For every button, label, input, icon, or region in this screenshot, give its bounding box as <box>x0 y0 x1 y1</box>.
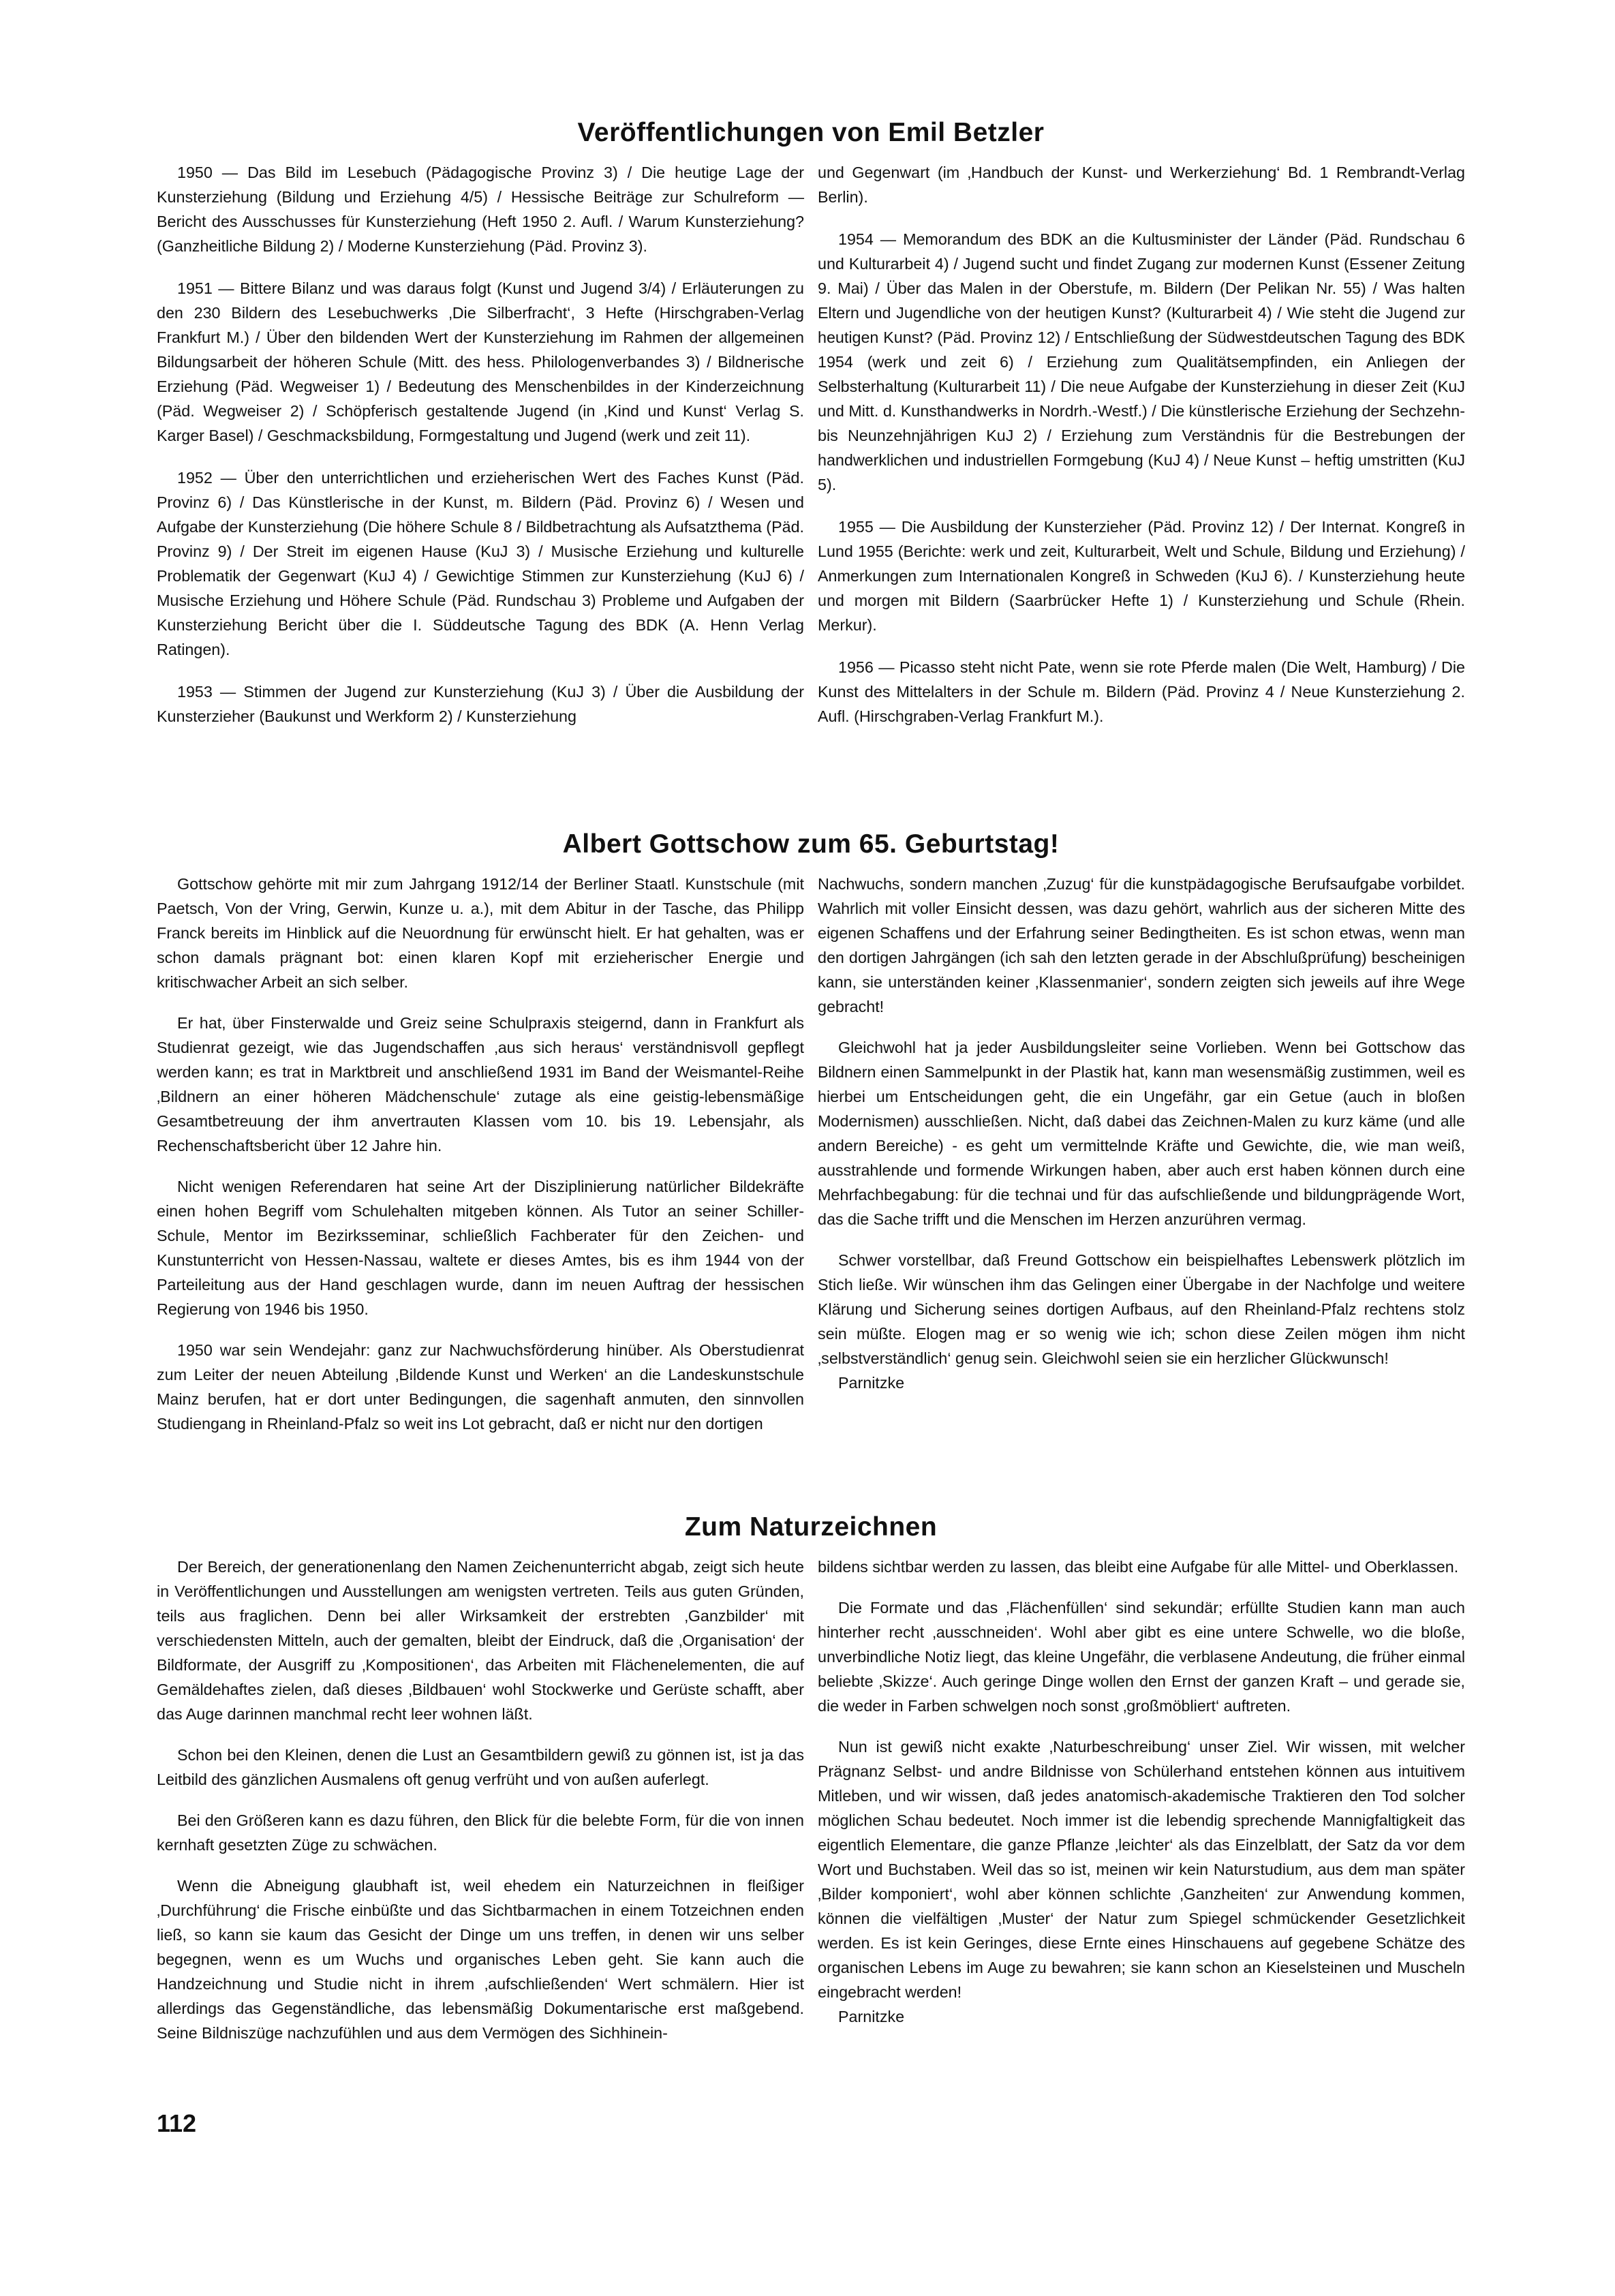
publications-entry-1953-continued: und Gegenwart (im ‚Handbuch der Kunst- und Werkerziehung‘ Bd. 1 Rembrandt-Verlag Berlin). <box>818 163 1465 206</box>
naturzeichnen-paragraph: bildens sichtbar werden zu lassen, das bleibt eine Aufgabe für alle Mittel- und Oberklassen. <box>818 1557 1459 1576</box>
gottschow-column-right <box>818 872 1465 1452</box>
publications-entry-1952: 1952 — Über den unterrichtlichen und erzieherischen Wert des Faches Kunst (Päd. Provinz 6) / Das Künstlerische in der Kunst, m. Bildern (Päd. Provinz 6) / Wesen und Aufgabe der Kunsterziehung (Die höhere Schule 8 / Bildbetrachtung als Aufsatzthema (Päd. Provinz 9) / Der Streit im eigenen Hause (KuJ 3) / Musische Erziehung und kulturelle Problematik der Gegenwart (KuJ 4) / Gewichtige Stimmen zur Kunsterziehung (KuJ 6) / Musische Erziehung und Höhere Schule (Päd. Rundschau 3) Probleme und Aufgaben der Kunsterziehung Bericht über die I. Süddeutsche Tagung des BDK (A. Henn Verlag Ratingen). <box>157 468 804 658</box>
gottschow-paragraph: Schwer vorstellbar, daß Freund Gottschow ein beispielhaftes Lebenswerk plötzlich im Stich ließe. Wir wünschen ihm das Gelingen einer Übergabe in der Nachfolge und weitere Klärung und Sicherung seines dortigen Aufbaus, auf den Rheinland-Pfalz rechtens stolz sein müßte. Elogen mag er so wenig wie ich; schon diese Zeilen mögen ihm nicht ‚selbstverständlich‘ genug sein. Gleichwohl seien sie ein herzlicher Glückwunsch! <box>818 1251 1465 1367</box>
naturzeichnen-paragraph: Wenn die Abneigung glaubhaft ist, weil ehedem ein Naturzeichnen in fleißiger ‚Durchführung‘ die Frische einbüßte und das Sichtbarmachen in einem Totzeichnen enden ließ, so kann sie kaum das Gesicht der Dinge um uns treffen, in denen wir uns selber begegnen, wenn es um Wuchs und organisches Leben geht. Sie kann auch die Handzeichnung und Studie nicht in ihrem ‚aufschließenden‘ Wert schmälern. Hier ist allerdings das Gegenständliche, das lebensmäßig Dokumentarische erst maßgebend. Seine Bildniszüge nachzufühlen und aus dem Vermögen des Sichhinein- <box>157 1876 804 2042</box>
publications-entry-1953: 1953 — Stimmen der Jugend zur Kunsterziehung (KuJ 3) / Über die Ausbildung der Kunsterzieher (Baukunst und Werkform 2) / Kunsterziehung <box>157 682 804 725</box>
naturzeichnen-column-left <box>157 1555 804 2062</box>
gottschow-heading: Albert Gottschow zum 65. Geburtstag! <box>562 829 1060 859</box>
naturzeichnen-paragraph: Die Formate und das ‚Flächenfüllen‘ sind sekundär; erfüllte Studien kann man auch hinterher recht ‚ausschneiden‘. Wohl aber gibt es eine untere Schwelle, wo die bloße, unverbindliche Notiz liegt, das kleine Ungefähr, die verblasene Andeutung, die früher einmal beliebte ‚Skizze‘. Auch geringe Dinge wollen den Ernst der ganzen Kraft – und gerade sie, die weder in Farben schwelgen noch sonst ‚großmöbliert‘ auftreten. <box>818 1598 1465 1715</box>
naturzeichnen-paragraph: Nun ist gewiß nicht exakte ‚Naturbeschreibung‘ unser Ziel. Wir wissen, mit welcher Prägnanz Selbst- und andre Bildnisse von Schülerhand entstehen können aus intuitivem Mitleben, und wir wissen, daß jedes anatomisch-akademische Traktieren den Tod solcher möglichen Schau bedeutet. Noch immer ist die lebendig sprechende Mannigfaltigkeit das eigentlich Elementare, die ganze Pflanze ‚leichter‘ als das Einzelblatt, der Satz da vor dem Wort und Buchstaben. Weil das so ist, meinen wir kein Naturstudium, aus dem man später ‚Bilder komponiert‘, wohl aber können schlichte ‚Ganzheiten‘ zur Anwendung kommen, können die vielfältigen ‚Muster‘ der Natur zum Spiegel schmückender Gesetzlichkeit werden. Es ist kein Geringes, diese Ernte eines Hinschauens auf gegebene Schätze des organischen Lebens im Auge zu bewahren; sie kann schon an Kieselsteinen und Muscheln eingebracht werden! <box>818 1737 1465 2001</box>
publications-entry-1950: 1950 — Das Bild im Lesebuch (Pädagogische Provinz 3) / Die heutige Lage der Kunsterziehung (Bildung und Erziehung 4/5) / Hessische Beiträge zur Schulreform — Bericht des Ausschusses für Kunsterziehung (Heft 1950 2. Aufl. / Warum Kunsterziehung? (Ganzheitliche Bildung 2) / Moderne Kunsterziehung (Päd. Provinz 3). <box>157 163 804 255</box>
gottschow-paragraph: Gottschow gehörte mit mir zum Jahrgang 1912/14 der Berliner Staatl. Kunstschule (mit Paetsch, Von der Vring, Gerwin, Kunze u. a.), mit dem Abitur in der Tasche, das Philipp Franck bereits im Hinblick auf die Neuordnung für erwünscht hielt. Er hat gehalten, was er schon damals prägnant bot: einen klaren Kopf mit erzieherischer Energie und kritischwacher Arbeit an sich selber. <box>157 874 804 991</box>
gottschow-paragraph: Er hat, über Finsterwalde und Greiz seine Schulpraxis steigernd, dann in Frankfurt als Studienrat gezeigt, wie das Jugendschaffen ‚aus sich heraus‘ verständnisvoll gepflegt werden kann; es trat in Marktbreit und anschließend 1931 im Band der Weismantel-Reihe ‚Bildnern an einer höheren Mädchenschule‘ zutage als eine geistig-lebensmäßige Gesamtbetreuung der ihm anvertrauten Klassen vom 10. bis 19. Lebensjahr, als Rechenschaftsbericht über 12 Jahre hin. <box>157 1013 804 1154</box>
section-gottschow <box>157 830 1465 1452</box>
page <box>157 109 1465 2263</box>
naturzeichnen-paragraph: Schon bei den Kleinen, denen die Lust an Gesamtbildern gewiß zu gönnen ist, ist ja das Leitbild des gänzlichen Ausmalens oft genug verfrüht und von außen auferlegt. <box>157 1745 804 1788</box>
naturzeichnen-signature: Parnitzke <box>838 2007 905 2025</box>
gottschow-paragraph: Nicht wenigen Referendaren hat seine Art der Disziplinierung natürlicher Bildekräfte einen hohen Begriff vom Schulehalten mitgeben können. Als Tutor an seiner Schiller-Schule, Mentor im Bezirksseminar, schließlich Fachberater für den Zeichen- und Kunstunterricht von Hessen-Nassau, waltete er dieses Amtes, bis es ihm 1944 von der Parteileitung aus der Hand geschlagen wurde, dann im neuen Auftrag der hessischen Regierung von 1946 bis 1950. <box>157 1177 804 1318</box>
naturzeichnen-columns <box>157 1555 1465 2062</box>
gottschow-paragraph: Gleichwohl hat ja jeder Ausbildungsleiter seine Vorlieben. Wenn bei Gottschow das Bildnern einen Sammelpunkt in der Plastik hat, kann man wesensmäßig zustimmen, weil es hierbei um Entscheidungen geht, die ein Ungefähr, gar ein Getue (auch in bloßen Modernismen) ausschließen. Nicht, daß dabei das Zeichnen-Malen zu kurz käme (und alle andern Bereiche) - es geht um vermittelnde Kräfte und Gewichte, die, wie man weiß, ausstrahlende und formende Wirkungen haben, aber auch erst haben können durch eine Mehrfachbegabung: für die technai und für das aufschließende und bildungprägende Wort, das die Sache trifft und die Menschen im Herzen anzurühren vermag. <box>818 1038 1465 1228</box>
gottschow-paragraph: Nachwuchs, sondern manchen ‚Zuzug‘ für die kunstpädagogische Berufsaufgabe vorbildet. Wahrlich mit voller Einsicht dessen, was dazu gehört, wahrlich aus der sicheren Mitte des eigenen Schaffens und der Erfahrung seiner Bedingtheiten. Es ist schon etwas, wenn man den dortigen Jahrgängen (ich sah den letzten gerade in der Abschlußprüfung) bescheinigen kann, sie unterständen keiner ‚Klassenmanier‘, sondern zeigten sich jeweils auf ihre Wege gebracht! <box>818 874 1465 1015</box>
section-naturzeichnen <box>157 1513 1465 2062</box>
publications-heading: Veröffentlichungen von Emil Betzler <box>577 118 1045 147</box>
gottschow-columns <box>157 872 1465 1452</box>
publications-column-right <box>818 160 1465 746</box>
publications-entry-1951: 1951 — Bittere Bilanz und was daraus folgt (Kunst und Jugend 3/4) / Erläuterungen zu den 230 Bildern des Lesebuchwerks ‚Die Silberfracht‘, 3 Hefte (Hirschgraben-Verlag Frankfurt M.) / Über den bildenden Wert der Kunsterziehung im Rahmen der allgemeinen Bildungsarbeit der höheren Schule (Mitt. des hess. Philologenverbandes 3) / Bildnerische Erziehung (Päd. Wegweiser 1) / Bedeutung des Menschenbildes in der Kinderzeichnung (Päd. Wegweiser 2) / Schöpferisch gestaltende Jugend (in ‚Kind und Kunst‘ Verlag S. Karger Basel) / Geschmacksbildung, Formgestaltung und Jugend (werk und zeit 11). <box>157 279 804 444</box>
naturzeichnen-heading: Zum Naturzeichnen <box>684 1512 938 1542</box>
gottschow-paragraph: 1950 war sein Wendejahr: ganz zur Nachwuchsförderung hinüber. Als Oberstudienrat zum Leiter der neuen Abteilung ‚Bildende Kunst und Werken‘ an die Landeskunstschule Mainz berufen, hat er dort unter Bedingungen, die sagenhaft anmuten, den sinnvollen Studiengang in Rheinland-Pfalz so weit ins Lot gebracht, daß er nicht nur den dortigen <box>157 1341 804 1433</box>
section-publications <box>157 119 1465 746</box>
gottschow-signature: Parnitzke <box>838 1373 905 1392</box>
page-number: 112 <box>157 2109 197 2137</box>
publications-entry-1955: 1955 — Die Ausbildung der Kunsterzieher (Päd. Provinz 12) / Der Internat. Kongreß in Lund 1955 (Berichte: werk und zeit, Kulturarbeit, Welt und Schule, Bildung und Erziehung) / Anmerkungen zum Internationalen Kongreß in Schweden (KuJ 6). / Kunsterziehung heute und morgen mit Bildern (Saarbrücker Hefte 1) / Kunsterziehung und Schule (Rhein. Merkur). <box>818 517 1465 634</box>
naturzeichnen-paragraph: Bei den Größeren kann es dazu führen, den Blick für die belebte Form, für die von innen kernhaft gesetzten Züge zu schwächen. <box>157 1811 804 1854</box>
naturzeichnen-paragraph: Der Bereich, der generationenlang den Namen Zeichenunterricht abgab, zeigt sich heute in Veröffentlichungen und Ausstellungen am wenigsten vertreten. Teils aus guten Gründen, teils aus fraglichen. Denn bei aller Wirksamkeit der erstrebten ‚Ganzbilder‘ mit verschiedensten Mitteln, auch der gemalten, bleibt der Eindruck, daß die ‚Organisation‘ der Bildformate, der Ausgriff zu ‚Kompositionen‘, das Arbeiten mit Flächenelementen, die auf Gemäldehaftes zielen, daß dieses ‚Bildbauen‘ wohl Stockwerke und Gerüste schafft, aber das Auge darinnen manchmal recht leer wohnen läßt. <box>157 1557 804 1723</box>
naturzeichnen-column-right <box>818 1555 1465 2062</box>
publications-columns <box>157 160 1465 746</box>
publications-entry-1954: 1954 — Memorandum des BDK an die Kultusminister der Länder (Päd. Rundschau 6 und Kulturarbeit 4) / Jugend sucht und findet Zugang zur modernen Kunst (Essener Zeitung 9. Mai) / Über das Malen in der Oberstufe, m. Bildern (Der Pelikan Nr. 55) / Was halten Eltern und Jugendliche von der heutigen Kunst? (Kulturarbeit 4) / Wie steht die Jugend zur heutigen Kunst? (Päd. Provinz 12) / Entschließung der Südwestdeutschen Tagung des BDK 1954 (werk und zeit 6) / Erziehung zum Qualitätsempfinden, ein Anliegen der Selbsterhaltung (Kulturarbeit 11) / Die neue Aufgabe der Kunsterziehung in dieser Zeit (KuJ und Mitt. d. Kunsthandwerks in Nordrh.-Westf.) / Die künstlerische Erziehung der Sechzehn- bis Neunzehnjährigen KuJ 2) / Erziehung zum Verständnis für die Bestrebungen der handwerklichen und industriellen Formgebung (KuJ 4) / Neue Kunst – heftig umstritten (KuJ 5). <box>818 230 1465 493</box>
publications-entry-1956: 1956 — Picasso steht nicht Pate, wenn sie rote Pferde malen (Die Welt, Hamburg) / Die Kunst des Mittelalters in der Schule m. Bildern (Päd. Provinz 4 / Neue Kunsterziehung 2. Aufl. (Hirschgraben-Verlag Frankfurt M.). <box>818 658 1465 725</box>
gottschow-column-left <box>157 872 804 1452</box>
publications-column-left <box>157 160 804 746</box>
